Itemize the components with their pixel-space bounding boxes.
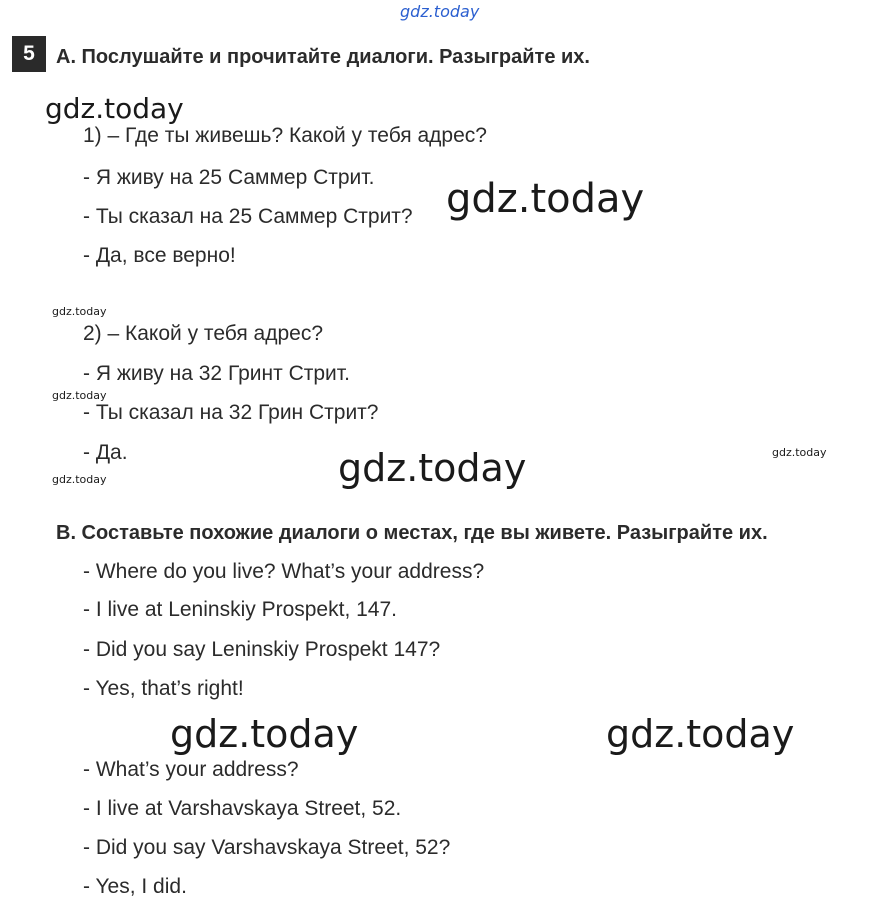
dialog-line: - Ты сказал на 32 Грин Стрит?: [83, 401, 379, 424]
dialog-line: - Did you say Leninskiy Prospekt 147?: [83, 638, 441, 661]
dialog-line: - Да, все верно!: [83, 244, 236, 267]
dialog-line: - I live at Varshavskaya Street, 52.: [83, 797, 402, 820]
watermark: gdz.today: [52, 473, 107, 486]
watermark: gdz.today: [338, 446, 527, 490]
dialog-line: 1) – Где ты живешь? Какой у тебя адрес?: [83, 124, 487, 147]
watermark: gdz.today: [45, 92, 184, 125]
dialog-line: - Did you say Varshavskaya Street, 52?: [83, 836, 451, 859]
watermark: gdz.today: [772, 446, 827, 459]
watermark: gdz.today: [52, 389, 107, 402]
dialog-line: - Where do you live? What’s your address?: [83, 560, 485, 583]
watermark: gdz.today: [606, 712, 795, 756]
dialog-line: - I live at Leninskiy Prospekt, 147.: [83, 598, 397, 621]
dialog-line: - Yes, that’s right!: [83, 677, 244, 700]
exercise-number-badge: 5: [12, 36, 46, 72]
dialog-line: 2) – Какой у тебя адрес?: [83, 322, 324, 345]
dialog-line: - What’s your address?: [83, 758, 299, 781]
dialog-line: - Да.: [83, 441, 128, 464]
watermark: gdz.today: [446, 176, 645, 222]
dialog-line: - Yes, I did.: [83, 875, 187, 898]
watermark: gdz.today: [170, 712, 359, 756]
watermark-top: gdz.today: [400, 2, 480, 21]
part-a-heading: A. Послушайте и прочитайте диалоги. Разыграйте их.: [56, 46, 590, 68]
dialog-line: - Я живу на 32 Гринт Стрит.: [83, 362, 350, 385]
watermark: gdz.today: [52, 305, 107, 318]
dialog-line: - Я живу на 25 Саммер Стрит.: [83, 166, 375, 189]
dialog-line: - Ты сказал на 25 Саммер Стрит?: [83, 205, 413, 228]
part-b-heading: B. Составьте похожие диалоги о местах, где вы живете. Разыграйте их.: [56, 522, 768, 544]
